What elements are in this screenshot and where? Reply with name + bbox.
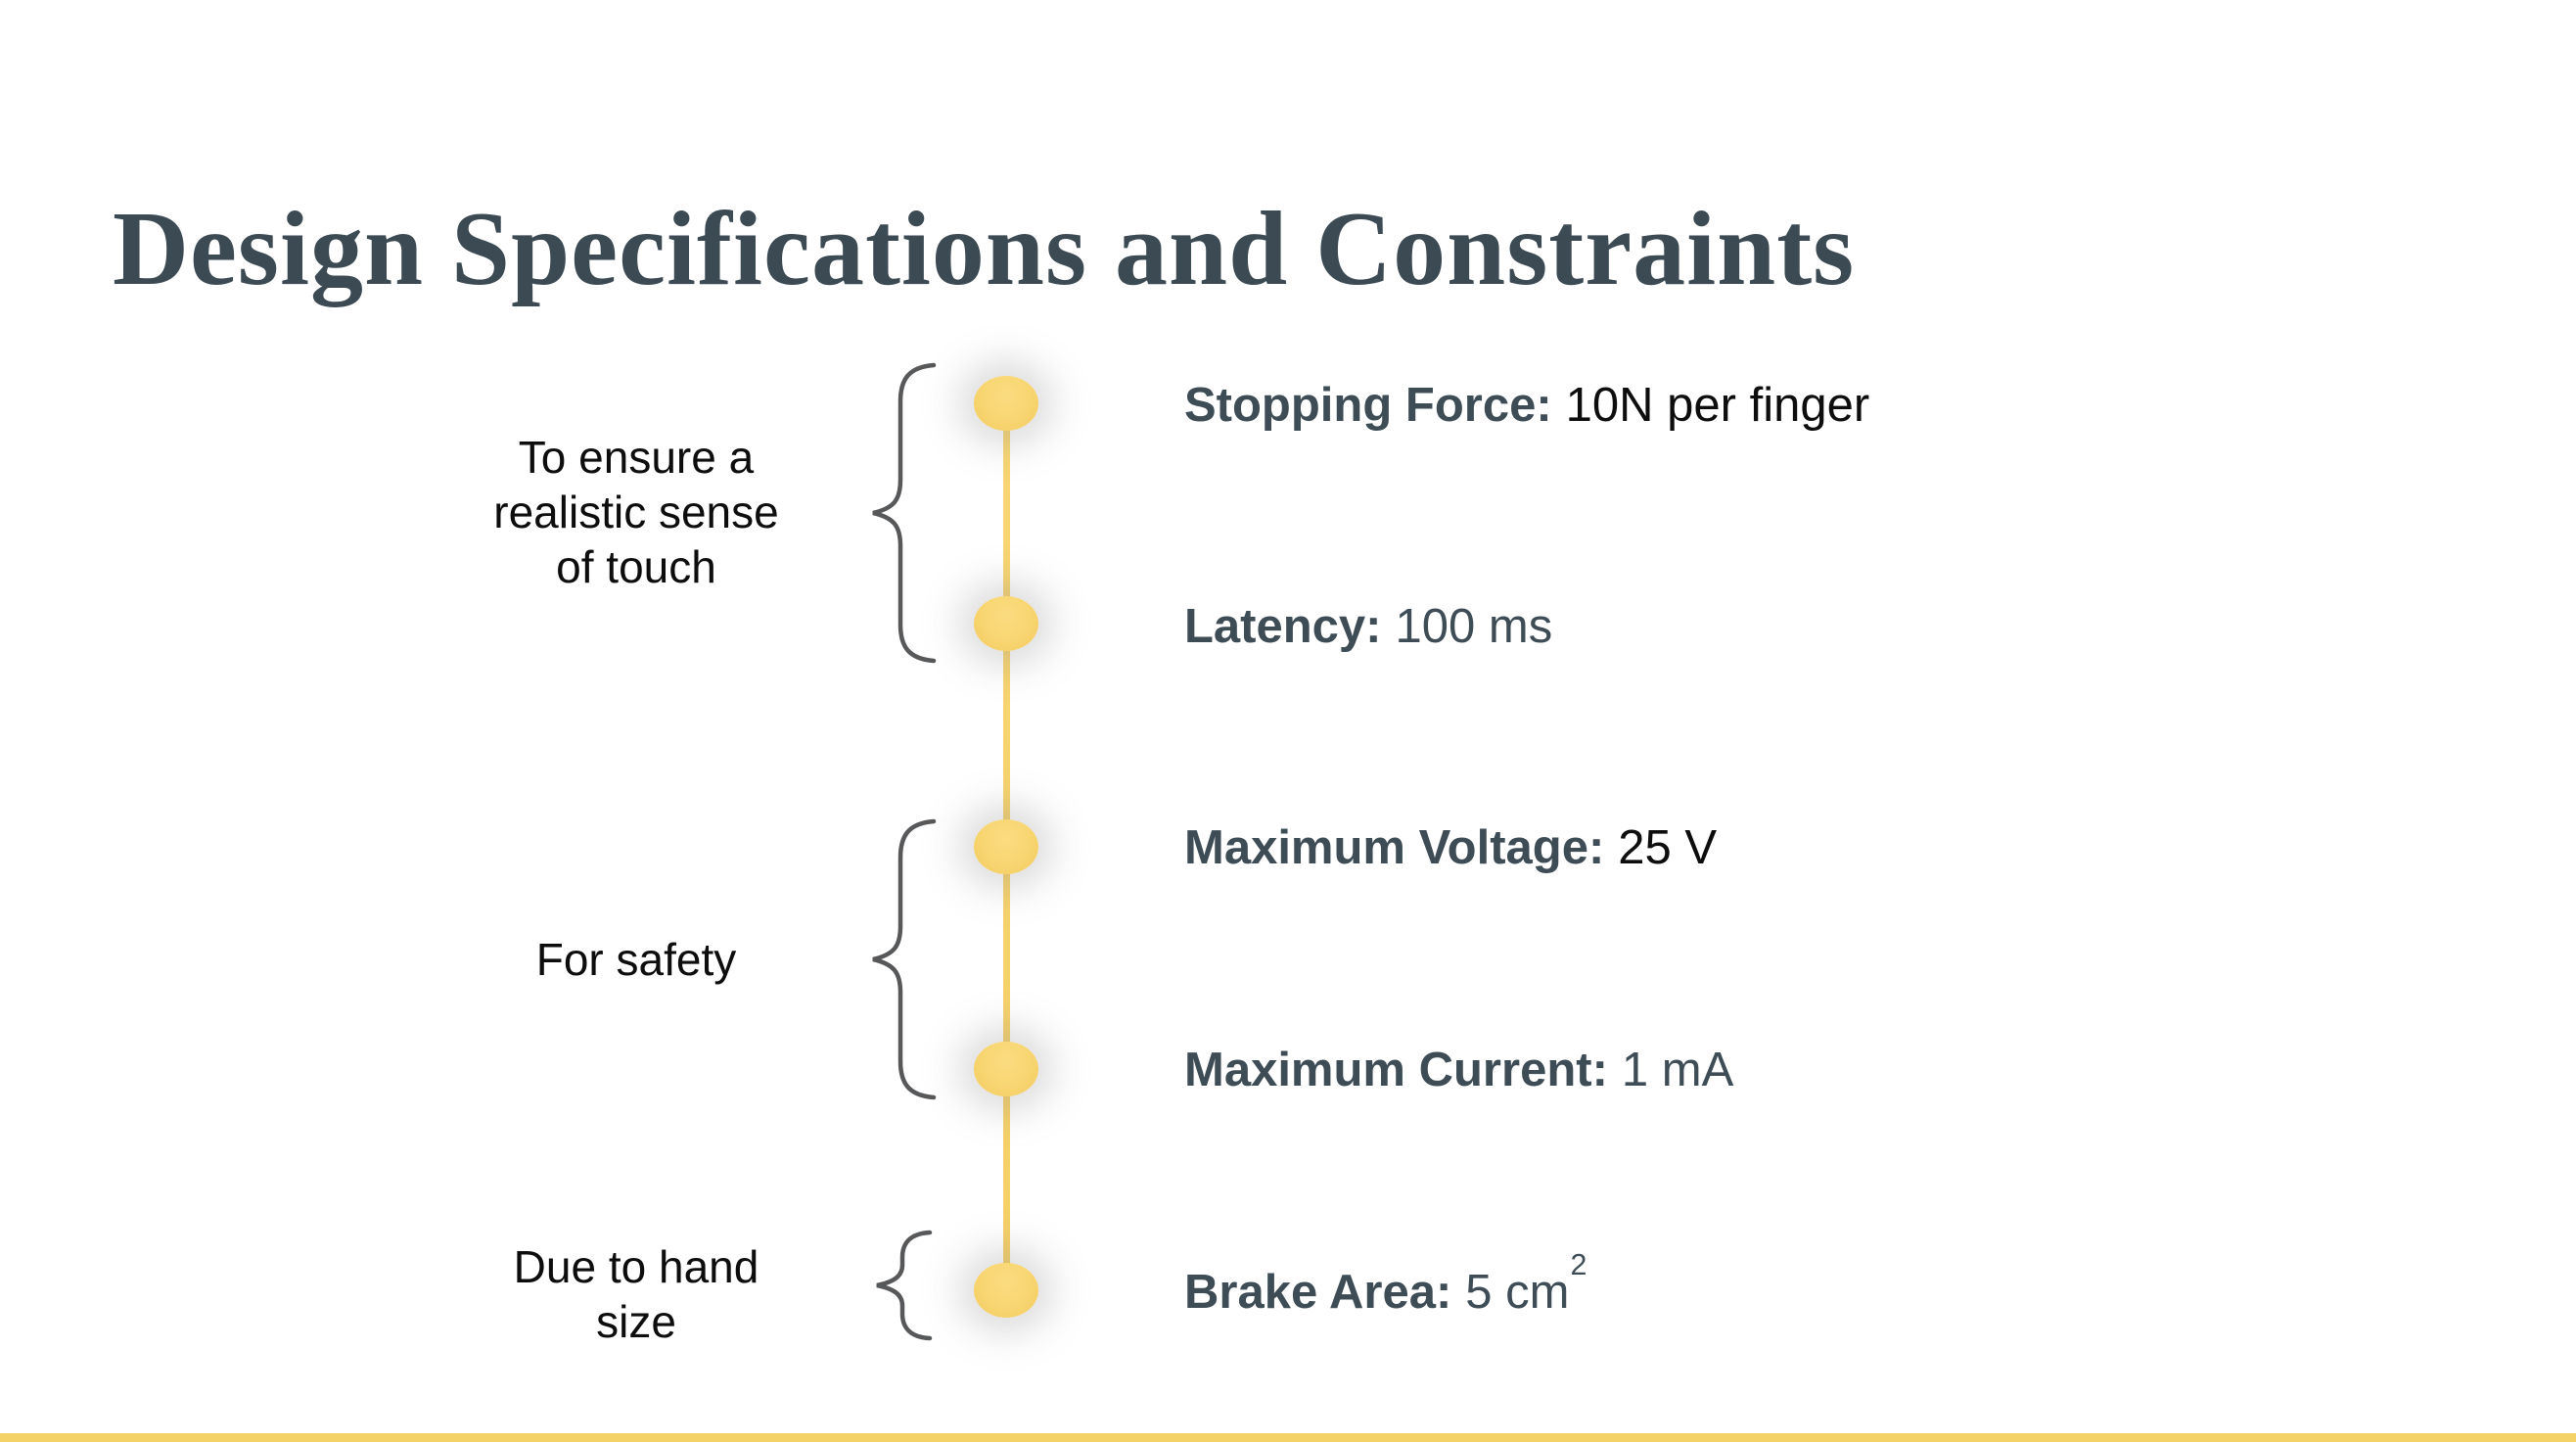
reason-touch-line-3: of touch bbox=[556, 541, 716, 592]
timeline-dot-2 bbox=[974, 596, 1038, 651]
reason-touch-line-1: To ensure a bbox=[518, 432, 755, 483]
spec-max-current-value: 1 mA bbox=[1621, 1044, 1734, 1096]
reason-hand-size bbox=[333, 1239, 940, 1349]
spec-max-voltage-label: Maximum Voltage: bbox=[1184, 821, 1605, 874]
spec-brake-area-value-text: 5 cm bbox=[1465, 1266, 1570, 1320]
reason-safety bbox=[333, 932, 940, 987]
spec-stopping-force-value: 10N per finger bbox=[1565, 379, 1870, 432]
reason-safety-line-1: For safety bbox=[535, 934, 737, 985]
brace-icon-safety bbox=[865, 818, 940, 1100]
reason-hand-size-line-2: size bbox=[596, 1296, 676, 1347]
spec-max-current-label: Maximum Current: bbox=[1184, 1044, 1608, 1096]
timeline-dot-5 bbox=[974, 1263, 1038, 1318]
timeline-dot-4 bbox=[974, 1042, 1038, 1096]
timeline-dot-3 bbox=[974, 819, 1038, 874]
reason-hand-size-line-1: Due to hand bbox=[513, 1241, 759, 1292]
page-title: Design Specifications and Constraints bbox=[113, 191, 1856, 308]
spec-latency bbox=[1184, 599, 1552, 654]
bottom-accent-bar bbox=[0, 1433, 2576, 1442]
spec-brake-area-value-sup: 2 bbox=[1570, 1248, 1587, 1282]
spec-stopping-force bbox=[1184, 378, 1869, 433]
spec-max-voltage-value: 25 V bbox=[1618, 821, 1718, 874]
spec-max-current bbox=[1184, 1043, 1733, 1097]
timeline-dot-1 bbox=[974, 376, 1038, 431]
spec-latency-label: Latency: bbox=[1184, 600, 1382, 653]
spec-brake-area bbox=[1184, 1248, 1587, 1320]
brace-icon-touch bbox=[865, 362, 940, 664]
spec-max-voltage bbox=[1184, 820, 1717, 875]
spec-brake-area-value bbox=[1465, 1248, 1587, 1320]
reason-touch bbox=[333, 430, 940, 594]
spec-stopping-force-label: Stopping Force: bbox=[1184, 379, 1552, 432]
brace-icon-hand-size bbox=[865, 1230, 940, 1341]
spec-latency-value: 100 ms bbox=[1395, 600, 1553, 653]
reason-touch-line-2: realistic sense bbox=[493, 487, 779, 537]
spec-brake-area-label: Brake Area: bbox=[1184, 1266, 1452, 1320]
